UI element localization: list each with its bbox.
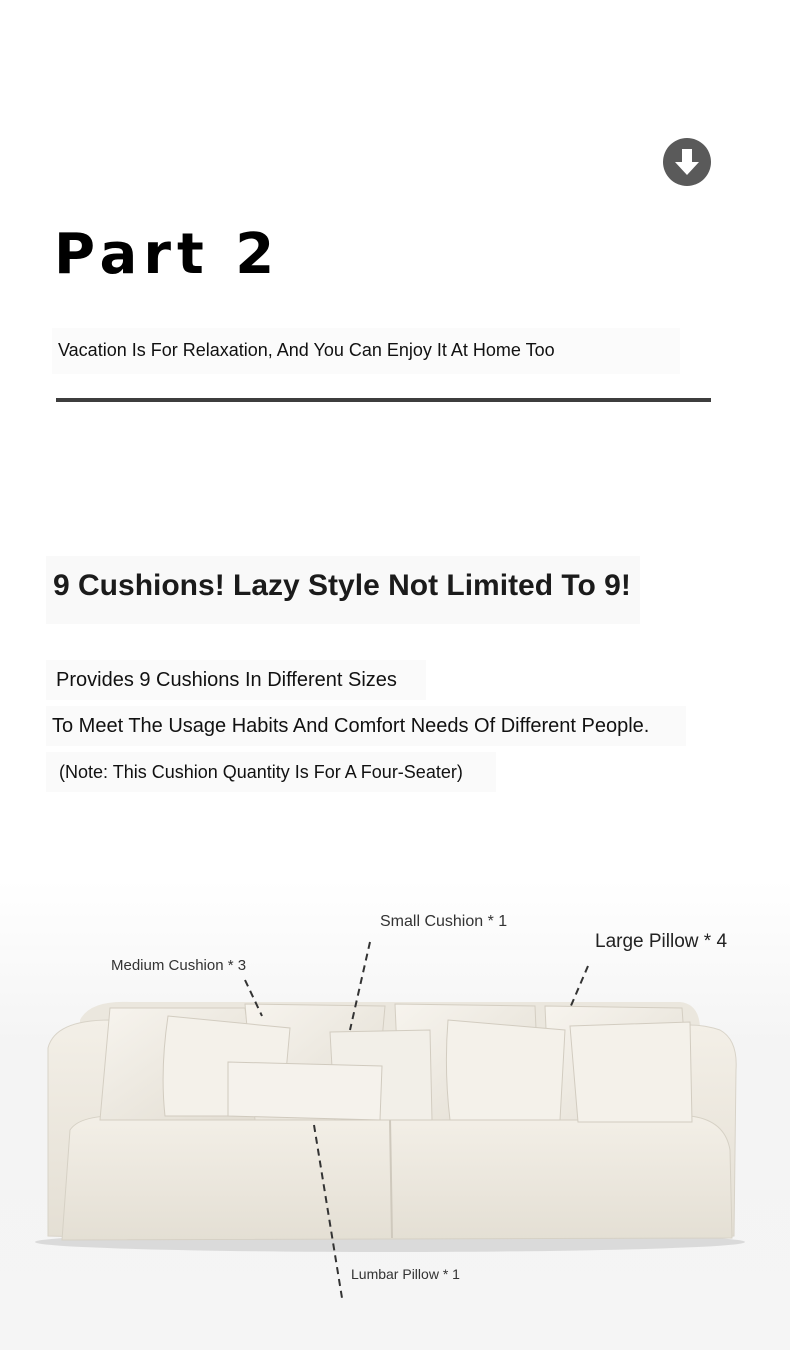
medium-cushion-label: Medium Cushion * 3	[111, 957, 247, 974]
part-title: Part 2	[54, 222, 281, 287]
headline: 9 Cushions! Lazy Style Not Limited To 9!	[53, 569, 631, 602]
large-pillow-label: Large Pillow * 4	[595, 931, 728, 952]
description-note: (Note: This Cushion Quantity Is For A Four-Seater)	[59, 762, 463, 782]
description-line-2: To Meet The Usage Habits And Comfort Needs Of Different People.	[52, 715, 650, 737]
tagline: Vacation Is For Relaxation, And You Can Enjoy It At Home Too	[58, 340, 555, 360]
section-divider	[56, 398, 711, 402]
download-arrow-icon[interactable]	[663, 138, 711, 186]
small-cushion-label: Small Cushion * 1	[380, 913, 508, 930]
description-line-1: Provides 9 Cushions In Different Sizes	[56, 669, 397, 691]
lumbar-pillow-label: Lumbar Pillow * 1	[351, 1266, 460, 1282]
